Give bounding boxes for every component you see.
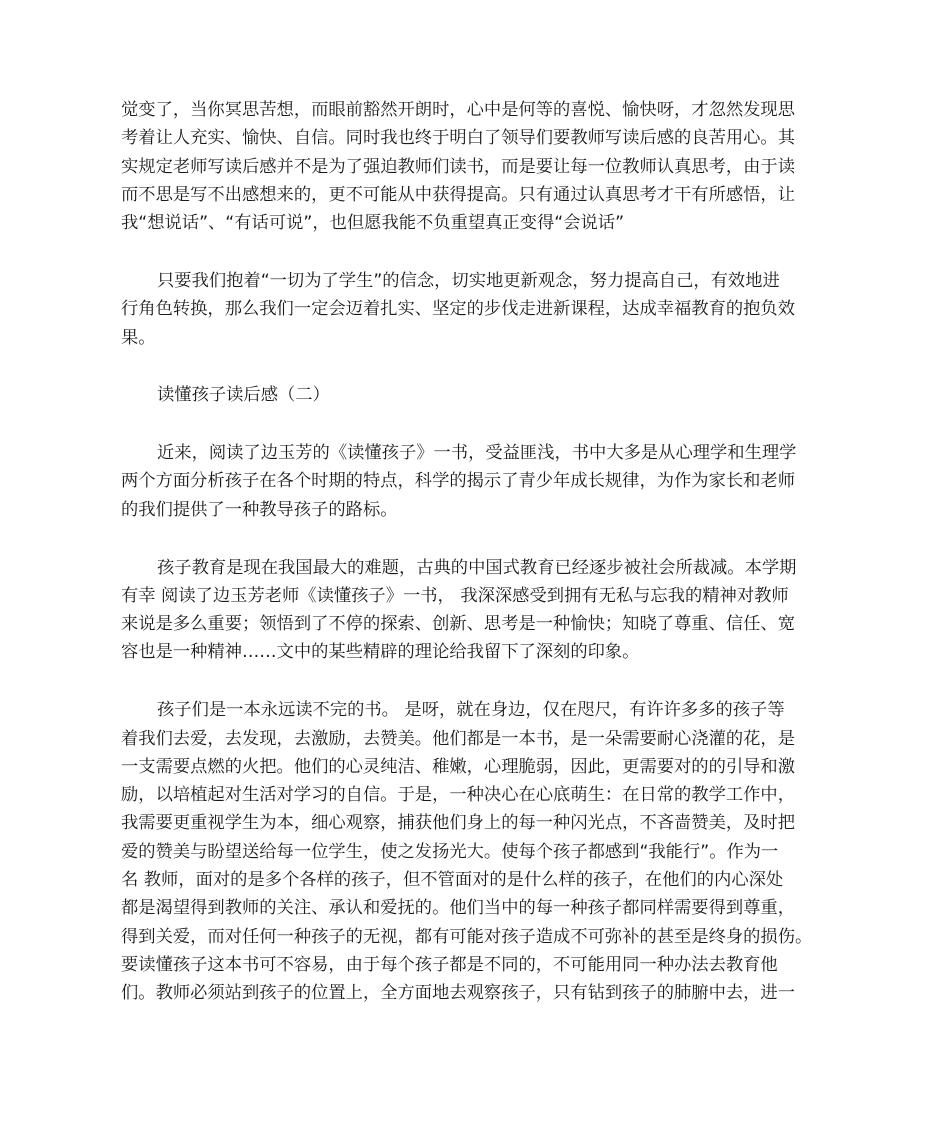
text-line: 孩子们是一本永远读不完的书。 是呀，就在身边，仅在咫尺，有许许多多的孩子等: [157, 700, 785, 721]
paragraph-4: [121, 554, 833, 667]
text-line: 两个方面分析孩子在各个时期的特点，科学的揭示了青少年成长规律，为作为家长和老师: [121, 471, 795, 492]
paragraph-1: [121, 96, 833, 237]
paragraph-gap: [121, 524, 833, 554]
text-line: 孩子教育是现在我国最大的难题，古典的中国式教育已经逐步被社会所裁减。本学期: [157, 557, 797, 578]
text-line: 励，以培植起对生活对学习的自信。于是，一种决心在心底萌生：在日常的教学工作中，: [121, 785, 795, 806]
text-line: 容也是一种精神……文中的某些精辟的理论给我留下了深刻的印象。: [121, 642, 640, 663]
text-line: 而不思是写不出感想来的，更不可能从中获得提高。只有通过认真思考才干有所感悟，让: [121, 184, 795, 205]
text-line: 们。教师必须站到孩子的位置上，全方面地去观察孩子，只有钻到孩子的肺腑中去，进一: [121, 983, 795, 1004]
paragraph-gap: [121, 410, 833, 440]
text-line: 我“想说话”、“有话可说”，也但愿我能不负重望真正变得“会说话”: [121, 213, 625, 234]
text-line: 有幸 阅读了边玉芳老师《读懂孩子》一书， 我深深感受到拥有无私与忘我的精神对教师: [121, 585, 789, 606]
section-heading: [121, 381, 833, 409]
text-line: 果。: [121, 327, 156, 348]
paragraph-3: [121, 439, 833, 524]
text-line: 得到关爱，而对任何一种孩子的无视，都有可能对孩子造成不可弥补的甚至是终身的损伤。: [121, 926, 813, 947]
text-line: 着我们去爱，去发现，去激励，去赞美。他们都是一本书，是一朵需要耐心浇灌的花，是: [121, 728, 795, 749]
heading-text: 读懂孩子读后感（二）: [157, 385, 330, 406]
text-line: 行角色转换，那么我们一定会迈着扎实、坚定的步伐走进新课程，达成幸福教育的抱负效: [121, 299, 795, 320]
text-line: 的我们提供了一种教导孩子的路标。: [121, 499, 398, 520]
text-line: 来说是多么重要；领悟到了不停的探索、创新、思考是一种愉快；知晓了尊重、信任、宽: [121, 614, 795, 635]
text-line: 近来，阅读了边玉芳的《读懂孩子》一书，受益匪浅，书中大多是从心理学和生理学: [157, 443, 797, 464]
document-page: [121, 96, 833, 1008]
text-line: 名 教师，面对的是多个各样的孩子，但不管面对的是什么样的孩子，在他们的内心深处: [121, 870, 784, 891]
paragraph-5: [121, 696, 833, 1007]
text-line: 我需要更重视学生为本，细心观察，捕获他们身上的每一种闪光点，不吝啬赞美，及时把: [121, 813, 795, 834]
text-line: 实规定老师写读后感并不是为了强迫教师们读书，而是要让每一位教师认真思考，由于读: [121, 156, 795, 177]
text-line: 爱的赞美与盼望送给每一位学生，使之发扬光大。使每个孩子都感到“我能行”。作为一: [121, 841, 779, 862]
paragraph-2: [121, 267, 833, 352]
text-line: 只要我们抱着“一切为了学生”的信念，切实地更新观念，努力提高自己，有效地进: [157, 270, 780, 291]
text-line: 一支需要点燃的火把。他们的心灵纯洁、稚嫩，心理脆弱，因此，更需要对的的引导和激: [121, 756, 795, 777]
text-line: 要读懂孩子这本书可不容易，由于每个孩子都是不同的，不可能用同一种办法去教育他: [121, 954, 778, 975]
paragraph-gap: [121, 352, 833, 382]
paragraph-gap: [121, 237, 833, 267]
paragraph-gap: [121, 667, 833, 697]
text-line: 觉变了，当你冥思苦想，而眼前豁然开朗时，心中是何等的喜悦、愉快呀，才忽然发现思: [121, 100, 795, 120]
text-line: 考着让人充实、愉快、自信。同时我也终于明白了领导们要教师写读后感的良苦用心。其: [121, 128, 795, 149]
text-line: 都是渴望得到教师的关注、承认和爱抚的。他们当中的每一种孩子都同样需要得到尊重，: [121, 898, 795, 919]
